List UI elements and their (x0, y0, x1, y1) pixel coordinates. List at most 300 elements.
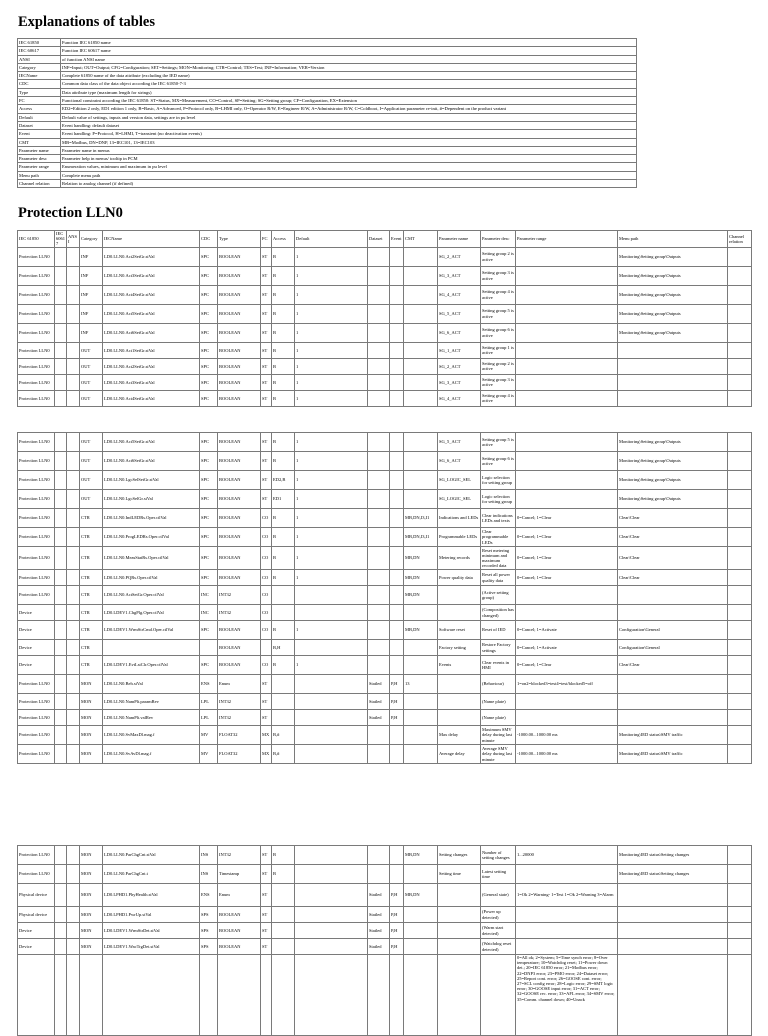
table-cell (390, 452, 404, 471)
table-cell: SPC (200, 528, 218, 547)
table-cell: CO (261, 586, 272, 605)
table-cell: LD0.LDEV1.EvtLstClr.Oper.ctlVal (103, 656, 200, 675)
table-row (18, 865, 752, 884)
table-cell: SPC (200, 374, 218, 390)
table-cell (516, 907, 618, 923)
table-cell (67, 471, 80, 490)
table-cell (728, 323, 752, 342)
explanation-row (18, 72, 637, 80)
table-cell (728, 640, 752, 656)
table-cell: LD0.LDEV1.ChgPlg.Oper.ctlVal (103, 605, 200, 621)
table-cell: Power quality data (438, 570, 481, 586)
table-cell (67, 433, 80, 452)
table-cell: BOOLEAN (218, 923, 261, 939)
explanation-key: Dataset (18, 121, 61, 129)
table-cell: 1 (295, 342, 368, 358)
table-cell (67, 374, 80, 390)
table-cell (368, 865, 390, 884)
table-cell (67, 342, 80, 358)
column-header: Dataset (368, 231, 390, 248)
table-cell: MON (80, 923, 103, 939)
table-cell: ST (261, 865, 272, 884)
table-cell: 0=Cancel; 1=Clear (516, 570, 618, 586)
table-cell (67, 621, 80, 640)
table-cell: Clear\Clear (618, 547, 728, 570)
table-cell: CO (261, 621, 272, 640)
explanation-value: Complete menu path (61, 171, 637, 179)
table-cell (390, 656, 404, 675)
table-cell (200, 955, 218, 1036)
table-cell (404, 285, 438, 304)
explanation-value: Function IEC 61850 name (61, 39, 637, 47)
table-cell (67, 884, 80, 907)
table-cell: ST (261, 374, 272, 390)
table-cell: Metering records (438, 547, 481, 570)
table-cell (67, 390, 80, 406)
table-cell: Statled (368, 710, 390, 726)
table-row (18, 452, 752, 471)
table-cell: ST (261, 452, 272, 471)
table-cell: CO (261, 509, 272, 528)
table-cell: LD0.LLN0.NamPlt.valRev (103, 710, 200, 726)
table-cell (404, 490, 438, 509)
table-cell (368, 433, 390, 452)
table-cell: SG_LOGIC_SEL (438, 471, 481, 490)
table-cell: Protection LLN0 (18, 490, 55, 509)
table-row (18, 358, 752, 374)
table-cell: Setting time (438, 865, 481, 884)
table-cell: 0=Cancel; 1=Clear (516, 656, 618, 675)
table-cell: MB,DN (404, 570, 438, 586)
table-cell (295, 586, 368, 605)
table-cell: SG_6_ACT (438, 452, 481, 471)
table-row (18, 605, 752, 621)
table-row (18, 433, 752, 452)
table-cell (368, 745, 390, 764)
table-cell: BOOLEAN (218, 547, 261, 570)
table-cell (368, 247, 390, 266)
table-cell (55, 923, 67, 939)
explanation-key: ANSI (18, 55, 61, 63)
table-cell: OUT (80, 342, 103, 358)
table-cell: Monitoring\Setting group\Outputs (618, 452, 728, 471)
table-cell (55, 547, 67, 570)
table-cell: LD0.LLN0.IndLEDRs.Oper.ctlVal (103, 509, 200, 528)
table-cell (55, 710, 67, 726)
table-row (18, 374, 752, 390)
table-row (18, 266, 752, 285)
table-cell: P,H (390, 694, 404, 710)
table-row (18, 285, 752, 304)
table-cell (390, 509, 404, 528)
table-cell (390, 323, 404, 342)
table-cell: ENS (200, 884, 218, 907)
explanation-value: Relation to analog channel (if defined) (61, 180, 637, 188)
table-cell: LD0.LLN0.Act3SetGr.stVal (103, 266, 200, 285)
table-cell: BOOLEAN (218, 621, 261, 640)
table-row (18, 710, 752, 726)
table-cell: 1 (295, 547, 368, 570)
table-cell: BOOLEAN (218, 433, 261, 452)
table-cell (728, 433, 752, 452)
table-cell (67, 640, 80, 656)
table-cell (618, 605, 728, 621)
table-cell (55, 939, 67, 955)
table-cell: LD0.LLN0.Act2SetGr.stVal (103, 358, 200, 374)
table-cell (368, 471, 390, 490)
table-row (18, 528, 752, 547)
table-cell: CTR (80, 656, 103, 675)
table-cell: P,H (390, 939, 404, 955)
table-cell: 1 (295, 266, 368, 285)
table-cell (404, 342, 438, 358)
explanation-key: Channel relation (18, 180, 61, 188)
table-cell: LD0.LLN0.ActSetGr.Oper.ctlVal (103, 586, 200, 605)
table-cell: LD0.LDEV1.WacTrgDet.stVal (103, 939, 200, 955)
table-cell (272, 955, 295, 1036)
table-cell: (Warm start detected) (481, 923, 516, 939)
table-cell: INT32 (218, 586, 261, 605)
table-cell (390, 640, 404, 656)
table-cell (404, 374, 438, 390)
table-cell (516, 923, 618, 939)
table-cell (67, 570, 80, 586)
table-cell (67, 528, 80, 547)
table-cell: ST (261, 358, 272, 374)
table-cell (18, 955, 55, 1036)
explanation-row (18, 138, 637, 146)
table-cell: B (272, 846, 295, 865)
table-cell: LD0.LLN0.LgcSelSetGr.stVal (103, 471, 200, 490)
table-cell: Statled (368, 884, 390, 907)
table-cell: Average delay (438, 745, 481, 764)
table-cell (516, 266, 618, 285)
table-cell (55, 266, 67, 285)
table-cell: MB,DN,I3,I1 (404, 528, 438, 547)
table-cell: -1000.00...1000.00 ms (516, 726, 618, 745)
table-cell: BOOLEAN (218, 247, 261, 266)
table-cell: SG_3_ACT (438, 374, 481, 390)
table-cell: B (272, 323, 295, 342)
table-cell (516, 304, 618, 323)
table-cell (438, 939, 481, 955)
table-cell (404, 452, 438, 471)
table-cell: Clear programmable LEDs (481, 528, 516, 547)
table-cell: Monitoring\Setting group\Outputs (618, 304, 728, 323)
table-cell (368, 846, 390, 865)
table-cell (390, 374, 404, 390)
table-cell (295, 846, 368, 865)
explanation-value: Event handling: default dataset (61, 121, 637, 129)
table-cell: B (272, 547, 295, 570)
table-cell (368, 528, 390, 547)
table-cell (404, 247, 438, 266)
table-cell: ST (261, 433, 272, 452)
table-cell (67, 247, 80, 266)
table-cell: INT32 (218, 710, 261, 726)
table-cell (261, 640, 272, 656)
table-cell: OUT (80, 490, 103, 509)
table-row (18, 342, 752, 358)
table-cell (67, 923, 80, 939)
table-cell: BOOLEAN (218, 907, 261, 923)
table-cell (728, 374, 752, 390)
table-cell: 1 (295, 304, 368, 323)
table-cell: ST (261, 390, 272, 406)
table-cell: FLOAT32 (218, 745, 261, 764)
table-cell (55, 374, 67, 390)
table-cell (390, 490, 404, 509)
table-cell (438, 605, 481, 621)
table-cell (55, 323, 67, 342)
table-cell (272, 675, 295, 694)
table-cell (55, 586, 67, 605)
explanations-table (17, 38, 637, 188)
table-cell (55, 675, 67, 694)
table-cell: Protection LLN0 (18, 528, 55, 547)
table-cell (438, 955, 481, 1036)
table-cell: SG_4_ACT (438, 390, 481, 406)
table-cell: Timestamp (218, 865, 261, 884)
table-cell (272, 694, 295, 710)
table-cell: INS (200, 865, 218, 884)
table-cell (55, 907, 67, 923)
table-cell: INS (200, 846, 218, 865)
table-cell (67, 675, 80, 694)
table-cell: 1 (295, 490, 368, 509)
column-header: Parameter desc (481, 231, 516, 248)
table-cell (368, 490, 390, 509)
table-cell: ST (261, 907, 272, 923)
table-cell: 1 (295, 528, 368, 547)
table-cell: CTR (80, 528, 103, 547)
table-cell (55, 390, 67, 406)
table-cell: BOOLEAN (218, 490, 261, 509)
table-cell: LD0.LLN0.Act5SetGr.stVal (103, 304, 200, 323)
table-cell (728, 471, 752, 490)
table-cell (404, 955, 438, 1036)
table-cell: B (272, 285, 295, 304)
table-cell: Protection LLN0 (18, 266, 55, 285)
table-cell: SG_LOGIC_SEL (438, 490, 481, 509)
table-cell: 1=Ok 2=Warning- 1=Test 1=Ok 2=Warning 3=Alarm (516, 884, 618, 907)
table-cell (295, 745, 368, 764)
table-cell: Monitoring\IED status\SMV traffic (618, 745, 728, 764)
table-cell: Setting group 4 is active (481, 390, 516, 406)
table-cell (390, 586, 404, 605)
table-cell (272, 907, 295, 923)
table-cell (103, 955, 200, 1036)
table-cell (618, 923, 728, 939)
table-cell: Latest setting time (481, 865, 516, 884)
table-cell (728, 675, 752, 694)
table-cell: MON (80, 865, 103, 884)
table-cell (55, 726, 67, 745)
table-cell: SPC (200, 547, 218, 570)
table-cell: Physical device (18, 884, 55, 907)
table-cell: (Composition has changed) (481, 605, 516, 621)
table-cell (404, 640, 438, 656)
table-cell: LD0.LLN0.Beh.stVal (103, 675, 200, 694)
table-cell: 0=Cancel; 1=Clear (516, 509, 618, 528)
table-cell (272, 939, 295, 955)
table-cell: SPC (200, 656, 218, 675)
table-cell: BOOLEAN (218, 570, 261, 586)
table-cell: LD0.LLN0.Act4SetGr.stVal (103, 285, 200, 304)
table-cell: Statled (368, 694, 390, 710)
table-cell: SG_2_ACT (438, 358, 481, 374)
table-cell (438, 710, 481, 726)
table-cell (103, 640, 200, 656)
table-cell: Device (18, 605, 55, 621)
table-cell (516, 586, 618, 605)
table-cell: BOOLEAN (218, 939, 261, 955)
table-cell: Reset of IED (481, 621, 516, 640)
table-cell (438, 907, 481, 923)
table-cell: LD0.LPHD1.PhyHealth.stVal (103, 884, 200, 907)
table-row (18, 509, 752, 528)
table-cell: ST (261, 694, 272, 710)
table-cell: (Active setting group) (481, 586, 516, 605)
table-cell: Monitoring\Setting group\Outputs (618, 266, 728, 285)
column-header: Parameter name (438, 231, 481, 248)
table-cell: Clear\Clear (618, 509, 728, 528)
table-row (18, 907, 752, 923)
explanation-value: of function ANSI name (61, 55, 637, 63)
table-cell (368, 342, 390, 358)
table-cell: CTR (80, 640, 103, 656)
table-cell: 1 (295, 452, 368, 471)
table-cell: Device (18, 621, 55, 640)
table-cell (67, 304, 80, 323)
table-cell (390, 358, 404, 374)
table-cell: (Watchdog reset detected) (481, 939, 516, 955)
table-cell: LPL (200, 710, 218, 726)
table-cell: Physical device (18, 907, 55, 923)
table-cell (295, 694, 368, 710)
table-cell (390, 528, 404, 547)
table-cell: MV (200, 726, 218, 745)
table-cell: LD0.LLN0.LgcSelGr.stVal (103, 490, 200, 509)
table-cell (295, 884, 368, 907)
table-cell (368, 452, 390, 471)
table-cell: Protection LLN0 (18, 710, 55, 726)
table-cell: Device (18, 939, 55, 955)
table-cell: Device (18, 923, 55, 939)
table-cell: Software reset (438, 621, 481, 640)
table-cell (404, 726, 438, 745)
column-header: IEC 61850 (18, 231, 55, 248)
table-cell: 1 (295, 509, 368, 528)
table-cell: Protection LLN0 (18, 390, 55, 406)
table-cell: 1 (295, 374, 368, 390)
table-cell: 1 (295, 471, 368, 490)
table-cell: INF (80, 247, 103, 266)
table-cell (618, 710, 728, 726)
table-cell: Setting group 3 is active (481, 374, 516, 390)
table-cell (295, 923, 368, 939)
table-cell (618, 907, 728, 923)
table-cell: (Name plate) (481, 710, 516, 726)
table-cell: SG_4_ACT (438, 285, 481, 304)
table-cell: B (272, 266, 295, 285)
table-cell (55, 605, 67, 621)
table-cell: B (272, 528, 295, 547)
column-header: IECName (103, 231, 200, 248)
table-cell: Protection LLN0 (18, 509, 55, 528)
table-cell (390, 955, 404, 1036)
table-cell: SPC (200, 304, 218, 323)
table-cell (390, 471, 404, 490)
table-cell: LPL (200, 694, 218, 710)
table-cell: 1 (295, 390, 368, 406)
table-cell: P,H (390, 923, 404, 939)
table-cell (390, 304, 404, 323)
table-cell: BOOLEAN (218, 304, 261, 323)
table-cell: LD0.LLN0.Act6SetGr.stVal (103, 452, 200, 471)
table-cell: Device (18, 656, 55, 675)
explanation-key: FC (18, 97, 61, 105)
table-cell: MON (80, 846, 103, 865)
explanation-row (18, 113, 637, 121)
table-cell: INT32 (218, 605, 261, 621)
table-cell: 1 (295, 247, 368, 266)
table-cell: LD0.LLN0.Act6SetGr.stVal (103, 323, 200, 342)
table-row (18, 726, 752, 745)
table-cell: MB,DN (404, 547, 438, 570)
table-cell (728, 605, 752, 621)
table-cell (728, 955, 752, 1036)
explanation-row (18, 171, 637, 179)
table-cell: ST (261, 846, 272, 865)
table-cell: SPC (200, 390, 218, 406)
table-cell (618, 358, 728, 374)
protection-table-2 (17, 432, 752, 764)
table-cell: B,H (272, 640, 295, 656)
table-cell: Protection LLN0 (18, 570, 55, 586)
table-cell: BOOLEAN (218, 358, 261, 374)
explanation-value: INF=Input; OUT=Output; CFG=Configuration; SET=Settings; MON=Monitoring; CTR=Control; TES=Test; INF=Information; VER=Version (61, 63, 637, 71)
table-cell (390, 570, 404, 586)
table-cell (55, 490, 67, 509)
table-cell: 0=Cancel; 1=Clear (516, 528, 618, 547)
table-cell: Clear\Clear (618, 570, 728, 586)
column-header: CDC (200, 231, 218, 248)
explanation-key: Event (18, 130, 61, 138)
table-cell: ST (261, 247, 272, 266)
table-cell: 1 (295, 285, 368, 304)
table-cell (404, 433, 438, 452)
table-cell (404, 907, 438, 923)
table-cell: Setting group 2 is active (481, 358, 516, 374)
table-cell (390, 745, 404, 764)
explanation-value: Common data class of the data object according the IEC 61850-7-3 (61, 80, 637, 88)
table-cell: ED2,B (272, 471, 295, 490)
table-cell: ST (261, 342, 272, 358)
table-cell: MX (261, 726, 272, 745)
table-cell: P,H (390, 884, 404, 907)
table-cell (404, 656, 438, 675)
table-cell: 1 (295, 570, 368, 586)
table-cell: OUT (80, 390, 103, 406)
table-cell (728, 570, 752, 586)
table-cell: Clear events in HMI (481, 656, 516, 675)
table-cell (67, 266, 80, 285)
table-cell (438, 923, 481, 939)
table-cell (390, 266, 404, 285)
table-cell: OUT (80, 452, 103, 471)
table-cell: INC (200, 605, 218, 621)
